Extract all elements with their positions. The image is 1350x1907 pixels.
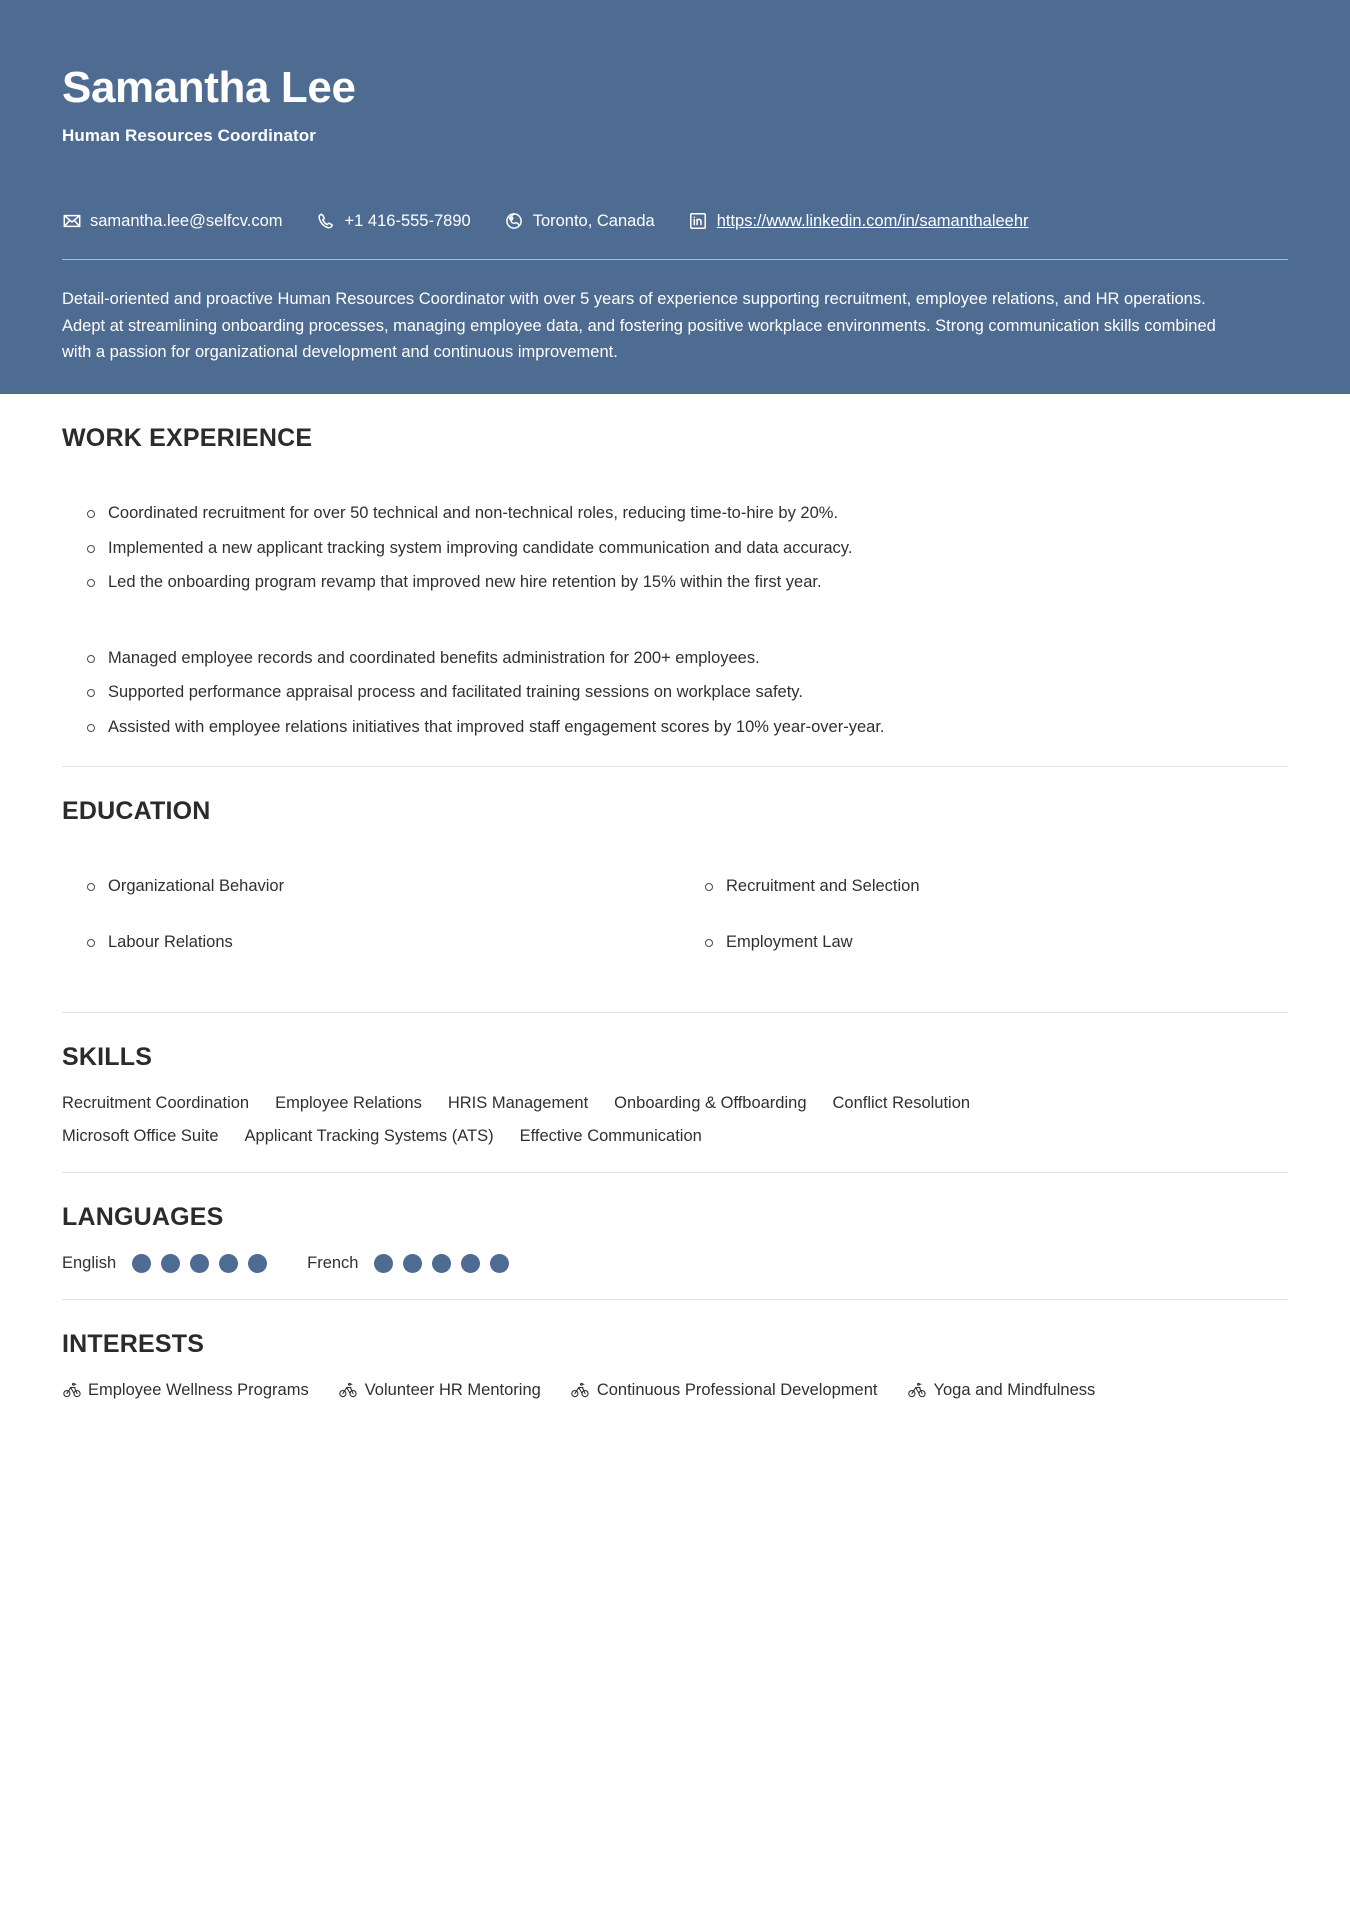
interests-list	[62, 1381, 1182, 1400]
skill-item: Conflict Resolution	[832, 1093, 971, 1112]
achievements-list	[62, 646, 1288, 741]
list-item: Managed employee records and coordinated benefits administration for 200+ employees.	[62, 646, 1288, 672]
skill-item: Onboarding & Offboarding	[614, 1093, 807, 1112]
skill-item: Applicant Tracking Systems (ATS)	[244, 1126, 494, 1145]
section-title-languages: LANGUAGES	[62, 1202, 224, 1231]
linkedin-icon	[689, 212, 708, 231]
list-item: Organizational Behavior	[62, 874, 670, 900]
section-title-interests: INTERESTS	[62, 1329, 205, 1358]
interest-item	[339, 1381, 541, 1400]
skill-item: Employee Relations	[275, 1093, 422, 1112]
level-dot-filled	[403, 1254, 422, 1273]
level-dot-filled	[219, 1254, 238, 1273]
bicycle-icon	[62, 1381, 81, 1400]
candidate-job-title: Human Resources Coordinator	[62, 125, 316, 145]
envelope-icon	[62, 212, 81, 231]
list-item: Implemented a new applicant tracking system improving candidate communication and data accuracy.	[62, 536, 1288, 562]
section-title-education: EDUCATION	[62, 797, 211, 826]
contact-label: +1 416-555-7890	[344, 211, 471, 230]
interest-item	[571, 1381, 878, 1400]
bicycle-icon	[907, 1381, 926, 1400]
list-item: Recruitment and Selection	[680, 874, 1288, 900]
list-item: Led the onboarding program revamp that improved new hire retention by 15% within the first year.	[62, 570, 1288, 596]
contact-label: Toronto, Canada	[532, 211, 655, 230]
list-item: Labour Relations	[62, 930, 670, 956]
entry	[62, 475, 1288, 596]
contact-label[interactable]: https://www.linkedin.com/in/samanthaleehr	[716, 211, 1029, 230]
entry	[62, 620, 1288, 741]
entry	[62, 848, 1288, 985]
contact-item-linkedin[interactable]	[689, 212, 1029, 231]
phone-icon	[317, 212, 336, 231]
language-item	[307, 1254, 509, 1273]
skills-list	[62, 1094, 1062, 1146]
level-dot-filled	[374, 1254, 393, 1273]
location-globe-icon	[505, 212, 524, 231]
candidate-name: Samantha Lee	[62, 63, 356, 112]
skill-item: Effective Communication	[519, 1126, 702, 1145]
language-level-dots	[374, 1254, 509, 1273]
interest-item	[907, 1381, 1095, 1400]
language-name: English	[62, 1253, 117, 1272]
list-item: Assisted with employee relations initiatives that improved staff engagement scores by 10% year-over-year.	[62, 715, 1288, 741]
language-name: French	[307, 1253, 359, 1272]
courses-list	[62, 874, 1288, 985]
level-dot-filled	[161, 1254, 180, 1273]
language-item	[62, 1254, 267, 1273]
skill-item: Recruitment Coordination	[62, 1093, 250, 1112]
skill-item: Microsoft Office Suite	[62, 1126, 219, 1145]
interest-label: Continuous Professional Development	[596, 1380, 878, 1399]
bottom-spacer	[62, 1400, 1288, 1470]
contact-item-phone	[317, 212, 471, 231]
languages-list	[62, 1254, 1288, 1273]
level-dot-filled	[248, 1254, 267, 1273]
contact-item-location-globe	[505, 212, 655, 231]
bicycle-icon	[571, 1381, 590, 1400]
interest-label: Employee Wellness Programs	[88, 1380, 309, 1399]
list-item: Coordinated recruitment for over 50 technical and non-technical roles, reducing time-to-hire by 20%.	[62, 501, 1288, 527]
section-skills	[62, 1012, 1288, 1146]
list-item: Supported performance appraisal process and facilitated training sessions on workplace safety.	[62, 680, 1288, 706]
level-dot-filled	[432, 1254, 451, 1273]
section-interests	[62, 1299, 1288, 1400]
section-title-skills: SKILLS	[62, 1042, 153, 1071]
level-dot-filled	[190, 1254, 209, 1273]
interest-label: Yoga and Mindfulness	[933, 1380, 1096, 1399]
level-dot-filled	[461, 1254, 480, 1273]
bicycle-icon	[339, 1381, 358, 1400]
achievements-list	[62, 501, 1288, 596]
level-dot-filled	[132, 1254, 151, 1273]
interest-item	[62, 1381, 309, 1400]
section-education	[62, 766, 1288, 985]
section-title-work-experience: WORK EXPERIENCE	[62, 424, 313, 453]
work-experience-entries	[62, 475, 1288, 740]
contact-row	[62, 212, 1288, 231]
resume-body	[0, 394, 1350, 1470]
list-item: Employment Law	[680, 930, 1288, 986]
language-level-dots	[132, 1254, 267, 1273]
level-dot-filled	[490, 1254, 509, 1273]
professional-summary: Detail-oriented and proactive Human Resources Coordinator with over 5 years of experience supporting recruitment, employee relations, and HR operations. Adept at streamlining onboarding processes, managing employee data, and fostering positive workplace environments. Strong communication skills combined with a passion for organizational development and continuous improvement.	[62, 289, 1216, 362]
contact-item-envelope	[62, 212, 283, 231]
interest-label: Volunteer HR Mentoring	[364, 1380, 541, 1399]
section-languages	[62, 1172, 1288, 1273]
header-divider	[62, 259, 1288, 260]
education-entries	[62, 848, 1288, 985]
skill-item: HRIS Management	[447, 1093, 589, 1112]
section-work-experience	[62, 394, 1288, 740]
contact-label: samantha.lee@selfcv.com	[90, 211, 283, 230]
resume-header	[0, 0, 1350, 394]
